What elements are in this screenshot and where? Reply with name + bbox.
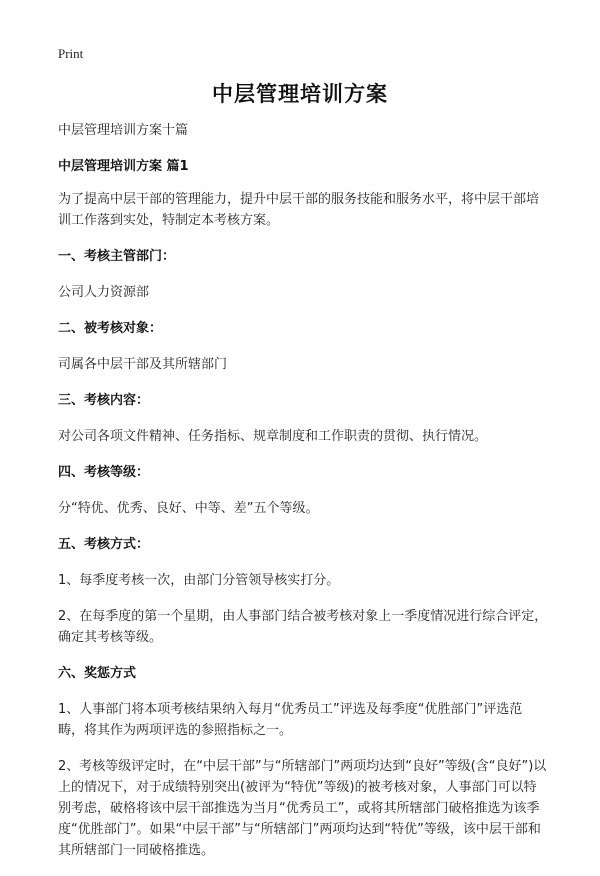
section-paragraph: 2、在每季度的第一个星期，由人事部门结合被考核对象上一季度情况进行综合评定，确定其考核等级。 [58, 609, 548, 645]
section-heading-4: 四、考核等级： [58, 465, 150, 480]
section-paragraph: 公司人力资源部 [58, 285, 150, 300]
section-paragraph: 2、考核等级评定时，在“中层干部”与“所辖部门”两项均达到“良好”等级(含“良好”)以上的情况下，对于成绩特别突出(被评为“特优”等级)的被考核对象，人事部门可以特别考虑，破格将该中层干部推选为当月“优秀员工”，或将其所辖部门破格推选为该季度“优胜部门”。如果“中层干部”与“所辖部门”两项均达到“特优”等级，该中层干部和其所辖部门一同破格推选。 [58, 759, 547, 858]
intro-paragraph: 为了提高中层干部的管理能力，提升中层干部的服务技能和服务水平，将中层干部培训工作落到实处，特制定本考核方案。 [58, 192, 540, 228]
document-body [58, 120, 548, 876]
section-paragraph: 1、人事部门将本项考核结果纳入每月“优秀员工”评选及每季度“优胜部门”评选范畴，将其作为两项评选的参照指标之一。 [58, 702, 523, 738]
document-subtitle: 中层管理培训方案十篇 [58, 123, 189, 138]
section-heading-5: 五、考核方式： [58, 537, 150, 552]
chapter-heading: 中层管理培训方案 篇1 [58, 159, 189, 174]
print-label: Print [58, 46, 84, 61]
section-heading-2: 二、被考核对象： [58, 321, 163, 336]
section-heading-6: 六、奖惩方式 [58, 666, 137, 681]
section-paragraph: 1、每季度考核一次，由部门分管领导核实打分。 [58, 573, 340, 588]
section-paragraph: 对公司各项文件精神、任务指标、规章制度和工作职责的贯彻、执行情况。 [58, 429, 488, 444]
section-paragraph: 司属各中层干部及其所辖部门 [58, 357, 228, 372]
document-title: 中层管理培训方案 [212, 82, 388, 106]
section-heading-3: 三、考核内容： [58, 393, 150, 408]
section-heading-1: 一、考核主管部门： [58, 249, 176, 264]
section-paragraph: 分“特优、优秀、良好、中等、差”五个等级。 [58, 501, 319, 516]
